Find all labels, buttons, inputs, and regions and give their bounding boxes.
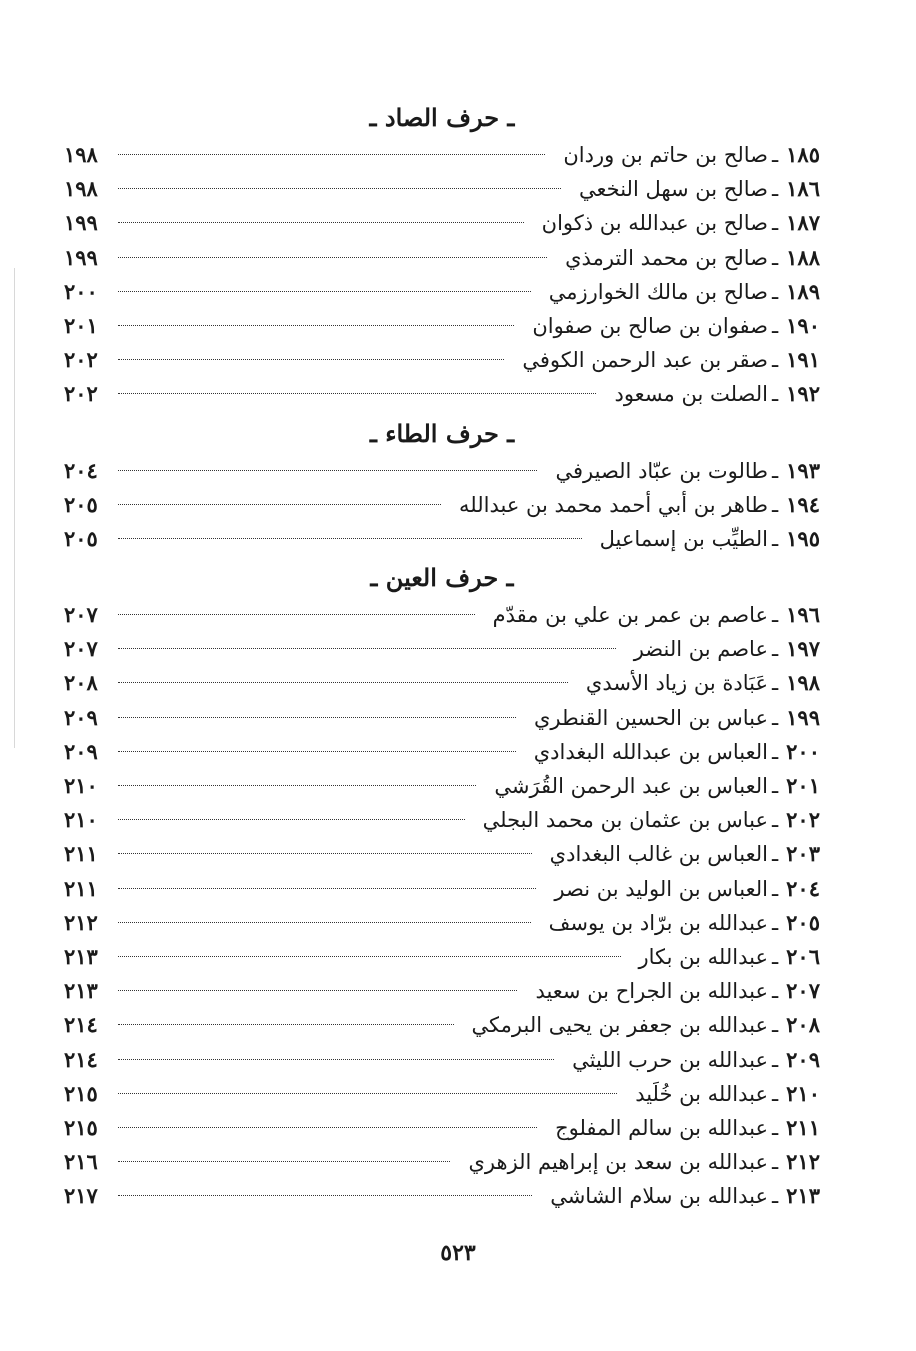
dot-leader: [118, 819, 465, 820]
toc-entry: [64, 1145, 820, 1179]
entry-separator: ـ: [772, 876, 779, 901]
entry-separator: ـ: [772, 1013, 779, 1038]
entry-name: عباس بن عثمان بن محمد البجلي: [482, 808, 768, 833]
toc-entry: [64, 701, 820, 735]
dot-leader: [118, 154, 545, 155]
entry-page-number: ٢٠٥: [64, 491, 98, 517]
entry-number: ١٩١: [786, 347, 820, 373]
toc-entry: [64, 906, 820, 940]
entry-name: عبدالله بن جعفر بن يحيى البرمكي: [471, 1013, 768, 1038]
toc-entry: [64, 666, 820, 700]
entry-page-number: ٢١٠: [64, 807, 98, 833]
entry-page-number: ٢٠٧: [64, 602, 98, 628]
entry-separator: ـ: [772, 774, 779, 798]
dot-leader: [118, 359, 504, 360]
entry-name: عبدالله بن خُلَيد: [635, 1081, 768, 1106]
toc-entry: [64, 598, 820, 632]
entry-number: ١٨٥: [786, 142, 820, 167]
entry-page-number: ٢١٥: [64, 1080, 98, 1106]
dot-leader: [118, 1024, 454, 1025]
toc-entry: [64, 837, 820, 871]
entry-page-number: ١٩٩: [64, 244, 98, 270]
entry-separator: ـ: [772, 1150, 779, 1175]
entry-number: ١٩٧: [786, 636, 820, 662]
entry-name: عاصم بن عمر بن علي بن مقدّم: [492, 603, 768, 628]
dot-leader: [118, 990, 517, 991]
entry-page-number: ٢١٤: [64, 1046, 98, 1072]
dot-leader: [118, 648, 616, 649]
dot-leader: [118, 1161, 450, 1162]
dot-leader: [118, 257, 547, 258]
entry-number: ١٩٣: [786, 457, 820, 483]
entry-separator: ـ: [772, 1047, 779, 1072]
entry-separator: ـ: [772, 458, 779, 483]
entry-separator: ـ: [772, 143, 779, 167]
toc-entry: [64, 241, 820, 275]
toc-entry: [64, 769, 820, 803]
entry-page-number: ٢١٣: [64, 943, 98, 969]
entry-page-number: ٢٠٨: [64, 670, 98, 696]
entry-name: عبدالله بن حرب الليثي: [572, 1047, 768, 1072]
toc-entry: [64, 275, 820, 309]
dot-leader: [118, 222, 524, 223]
entry-name: عَبَادة بن زياد الأسدي: [585, 671, 768, 696]
entry-name: طالوت بن عبّاد الصيرفي: [555, 458, 768, 483]
entry-number: ١٨٧: [786, 210, 820, 236]
entry-number: ٢٠٥: [786, 909, 820, 935]
entry-separator: ـ: [772, 910, 779, 935]
entry-number: ١٩٠: [786, 312, 820, 338]
entry-name: عباس بن الحسين القنطري: [533, 705, 768, 730]
dot-leader: [118, 614, 475, 615]
entry-name: الصلت بن مسعود: [614, 382, 768, 407]
entry-name: صالح بن مالك الخوارزمي: [548, 279, 768, 304]
entry-number: ٢١٣: [786, 1183, 820, 1209]
entry-page-number: ٢١٠: [64, 773, 98, 798]
entry-name: صالح بن حاتم بن وردان: [563, 143, 768, 167]
entry-name: صالح بن سهل النخعي: [579, 177, 768, 202]
toc-entry: [64, 309, 820, 343]
entry-name: العباس بن غالب البغدادي: [549, 842, 768, 867]
entry-number: ١٨٩: [786, 278, 820, 304]
entry-separator: ـ: [772, 211, 779, 236]
entry-separator: ـ: [772, 177, 779, 202]
entry-number: ١٨٦: [786, 176, 820, 202]
entry-name: عبدالله بن بكار: [638, 944, 768, 969]
section-heading: ـ حرف الصاد ـ: [369, 103, 515, 132]
entry-number: ١٩٤: [786, 491, 820, 517]
entry-number: ١٩٨: [786, 670, 820, 696]
page-number: ٥٢٣: [440, 1240, 476, 1266]
entry-separator: ـ: [772, 603, 779, 628]
entry-number: ٢٠٦: [786, 943, 820, 969]
entry-number: ٢١٢: [786, 1149, 820, 1175]
dot-leader: [118, 291, 531, 292]
entry-separator: ـ: [772, 979, 779, 1004]
toc-entry: [64, 803, 820, 837]
entry-page-number: ٢١١: [64, 841, 98, 867]
toc-entry: [64, 454, 820, 488]
toc-entry: [64, 1179, 820, 1213]
entry-separator: ـ: [772, 808, 779, 833]
entry-name: صالح بن عبدالله بن ذكوان: [541, 211, 768, 236]
entry-page-number: ٢٠٢: [64, 347, 98, 373]
entry-name: عبدالله بن الجراح بن سعيد: [535, 979, 768, 1004]
entry-page-number: ٢٠٧: [64, 636, 98, 662]
entry-separator: ـ: [772, 1081, 779, 1106]
toc-entry: [64, 1111, 820, 1145]
entry-page-number: ١٩٩: [64, 210, 98, 236]
dot-leader: [118, 1059, 554, 1060]
entry-name: عبدالله بن برّاد بن يوسف: [548, 910, 768, 935]
entry-page-number: ١٩٨: [64, 142, 98, 167]
entry-page-number: ٢٠٢: [64, 381, 98, 407]
entry-name: العباس بن عبد الرحمن القُرَشي: [494, 774, 768, 798]
dot-leader: [118, 853, 532, 854]
entry-separator: ـ: [772, 944, 779, 969]
entry-number: ٢٠٨: [786, 1012, 820, 1038]
section-heading: ـ حرف الطاء ـ: [369, 418, 515, 448]
dot-leader: [118, 1195, 532, 1196]
entry-page-number: ٢٠٥: [64, 525, 98, 551]
table-of-contents: [64, 96, 820, 1213]
dot-leader: [118, 888, 536, 889]
entry-separator: ـ: [772, 705, 779, 730]
entry-page-number: ٢١١: [64, 875, 98, 901]
entry-number: ٢٠٣: [786, 841, 820, 867]
dot-leader: [118, 504, 441, 505]
toc-entry: [64, 632, 820, 666]
dot-leader: [118, 751, 516, 752]
dot-leader: [118, 1093, 617, 1094]
entry-number: ٢١١: [786, 1114, 820, 1140]
scan-margin-line: [14, 268, 15, 748]
entry-page-number: ٢٠٤: [64, 457, 98, 483]
entry-separator: ـ: [772, 1184, 779, 1209]
entry-number: ٢٠١: [786, 773, 820, 798]
dot-leader: [118, 785, 476, 786]
toc-entry: [64, 735, 820, 769]
entry-name: عاصم بن النضر: [633, 637, 768, 662]
toc-entry: [64, 138, 820, 172]
entry-number: ٢٠٤: [786, 875, 820, 901]
entry-name: طاهر بن أبي أحمد محمد بن عبدالله: [459, 492, 768, 517]
dot-leader: [118, 922, 531, 923]
dot-leader: [118, 682, 568, 683]
entry-page-number: ٢٠١: [64, 312, 98, 338]
entry-number: ١٩٥: [786, 525, 820, 551]
dot-leader: [118, 538, 582, 539]
toc-entry: [64, 377, 820, 411]
entry-page-number: ٢١٥: [64, 1114, 98, 1140]
entry-page-number: ٢١٣: [64, 978, 98, 1004]
dot-leader: [118, 956, 621, 957]
entry-number: ١٩٢: [786, 381, 820, 407]
entry-separator: ـ: [772, 382, 779, 407]
entry-page-number: ٢١٢: [64, 909, 98, 935]
toc-entry: [64, 974, 820, 1008]
entry-separator: ـ: [772, 526, 779, 551]
dot-leader: [118, 1127, 537, 1128]
toc-entry: [64, 522, 820, 556]
entry-number: ٢٠٠: [786, 738, 820, 764]
entry-name: عبدالله بن سالم المفلوج: [555, 1115, 768, 1140]
entry-separator: ـ: [772, 348, 779, 373]
entry-name: العباس بن الوليد بن نصر: [554, 876, 768, 901]
entry-separator: ـ: [772, 245, 779, 270]
entry-number: ١٩٦: [786, 602, 820, 628]
entry-number: ١٨٨: [786, 244, 820, 270]
entry-separator: ـ: [772, 739, 779, 764]
entry-number: ١٩٩: [786, 704, 820, 730]
dot-leader: [118, 325, 514, 326]
toc-entry: [64, 488, 820, 522]
dot-leader: [118, 393, 596, 394]
dot-leader: [118, 717, 516, 718]
entry-name: الطيِّب بن إسماعيل: [599, 526, 768, 551]
entry-separator: ـ: [772, 671, 779, 696]
entry-page-number: ٢٠٠: [64, 278, 98, 304]
entry-name: صالح بن محمد الترمذي: [565, 245, 768, 270]
entry-name: عبدالله بن سعد بن إبراهيم الزهري: [468, 1150, 768, 1175]
entry-page-number: ١٩٨: [64, 176, 98, 202]
entry-number: ٢٠٢: [786, 807, 820, 833]
section-heading: ـ حرف العين ـ: [370, 563, 514, 593]
entry-name: صقر بن عبد الرحمن الكوفي: [522, 348, 768, 373]
toc-entry: [64, 343, 820, 377]
entry-separator: ـ: [772, 637, 779, 662]
entry-number: ٢٠٧: [786, 978, 820, 1004]
entry-separator: ـ: [772, 492, 779, 517]
entry-page-number: ٢٠٩: [64, 738, 98, 764]
entry-separator: ـ: [772, 1115, 779, 1140]
entry-name: صفوان بن صالح بن صفوان: [532, 313, 768, 338]
toc-entry: [64, 206, 820, 240]
entry-separator: ـ: [772, 842, 779, 867]
toc-entry: [64, 872, 820, 906]
entry-page-number: ٢٠٩: [64, 704, 98, 730]
entry-number: ٢٠٩: [786, 1046, 820, 1072]
toc-entry: [64, 1043, 820, 1077]
entry-page-number: ٢١٦: [64, 1149, 98, 1175]
entry-separator: ـ: [772, 313, 779, 338]
toc-entry: [64, 1008, 820, 1042]
toc-entry: [64, 172, 820, 206]
entry-name: العباس بن عبدالله البغدادي: [533, 739, 768, 764]
dot-leader: [118, 188, 561, 189]
entry-page-number: ٢١٤: [64, 1012, 98, 1038]
toc-entry: [64, 940, 820, 974]
entry-page-number: ٢١٧: [64, 1183, 98, 1209]
toc-entry: [64, 1077, 820, 1111]
entry-name: عبدالله بن سلام الشاشي: [550, 1184, 768, 1209]
dot-leader: [118, 470, 537, 471]
entry-separator: ـ: [772, 279, 779, 304]
entry-number: ٢١٠: [786, 1080, 820, 1106]
